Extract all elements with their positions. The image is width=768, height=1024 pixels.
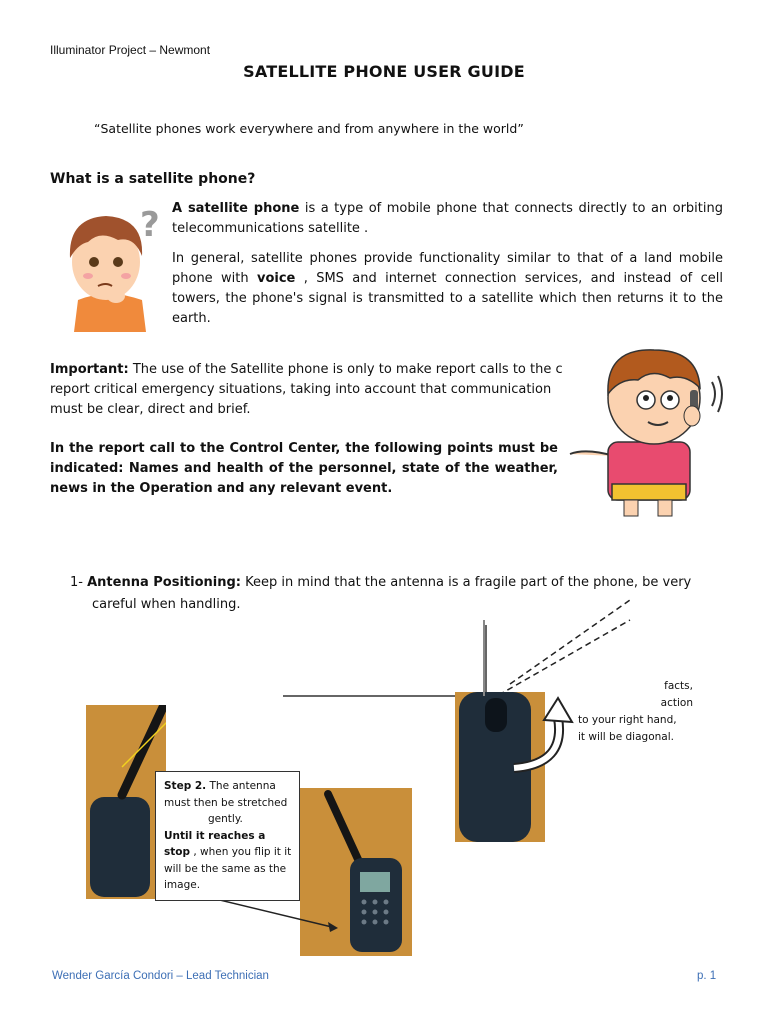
divider-line: [483, 620, 485, 696]
child-on-phone-illustration: [566, 338, 726, 520]
page-number: p. 1: [697, 970, 717, 982]
rotate-arrow-icon: [496, 694, 578, 776]
rotate-instructions-note: facts, action to your right hand, it will be diagonal.: [578, 680, 693, 743]
report-call-instructions: In the report call to the Control Center, the following points must be indicated: Names and health of the personnel, state of the weather, news in the Operation and any relevant event.: [50, 441, 558, 496]
footer-author: Wender García Condori – Lead Technician: [52, 970, 269, 982]
step2-caption: Step 2. The antenna must then be stretched gently. Until it reaches a stop , when you flip it it will be the same as the image.: [155, 771, 300, 901]
satellite-phone-definition: A satellite phone is a type of mobile phone that connects directly to an orbiting telecommunications satellite .: [172, 201, 723, 236]
phone-photo-antenna-folded: [86, 705, 166, 899]
intro-quote: “Satellite phones work everywhere and from anywhere in the world”: [94, 121, 524, 136]
section-heading-what-is: What is a satellite phone?: [50, 171, 256, 187]
satellite-phone-functionality: In general, satellite phones provide functionality similar to that of a land mobile phone with voice , SMS and internet connection services, and instead of cell towers, the phone's signal is transmitted to a satellite which then returns it to the earth.: [172, 251, 723, 326]
page-title: SATELLITE PHONE USER GUIDE: [243, 62, 525, 81]
header-project: Illuminator Project – Newmont: [50, 43, 211, 57]
svg-text:?: ?: [140, 205, 160, 245]
important-note: Important: The use of the Satellite phone is only to make report calls to the c report critical emergency situations, taking into account that communication must be clear, direct and brief.: [50, 362, 563, 417]
step1-antenna-positioning: 1- Antenna Positioning: Keep in mind that the antenna is a fragile part of the phone, be very careful when handling.: [70, 575, 692, 612]
thinking-child-illustration: [48, 196, 166, 332]
